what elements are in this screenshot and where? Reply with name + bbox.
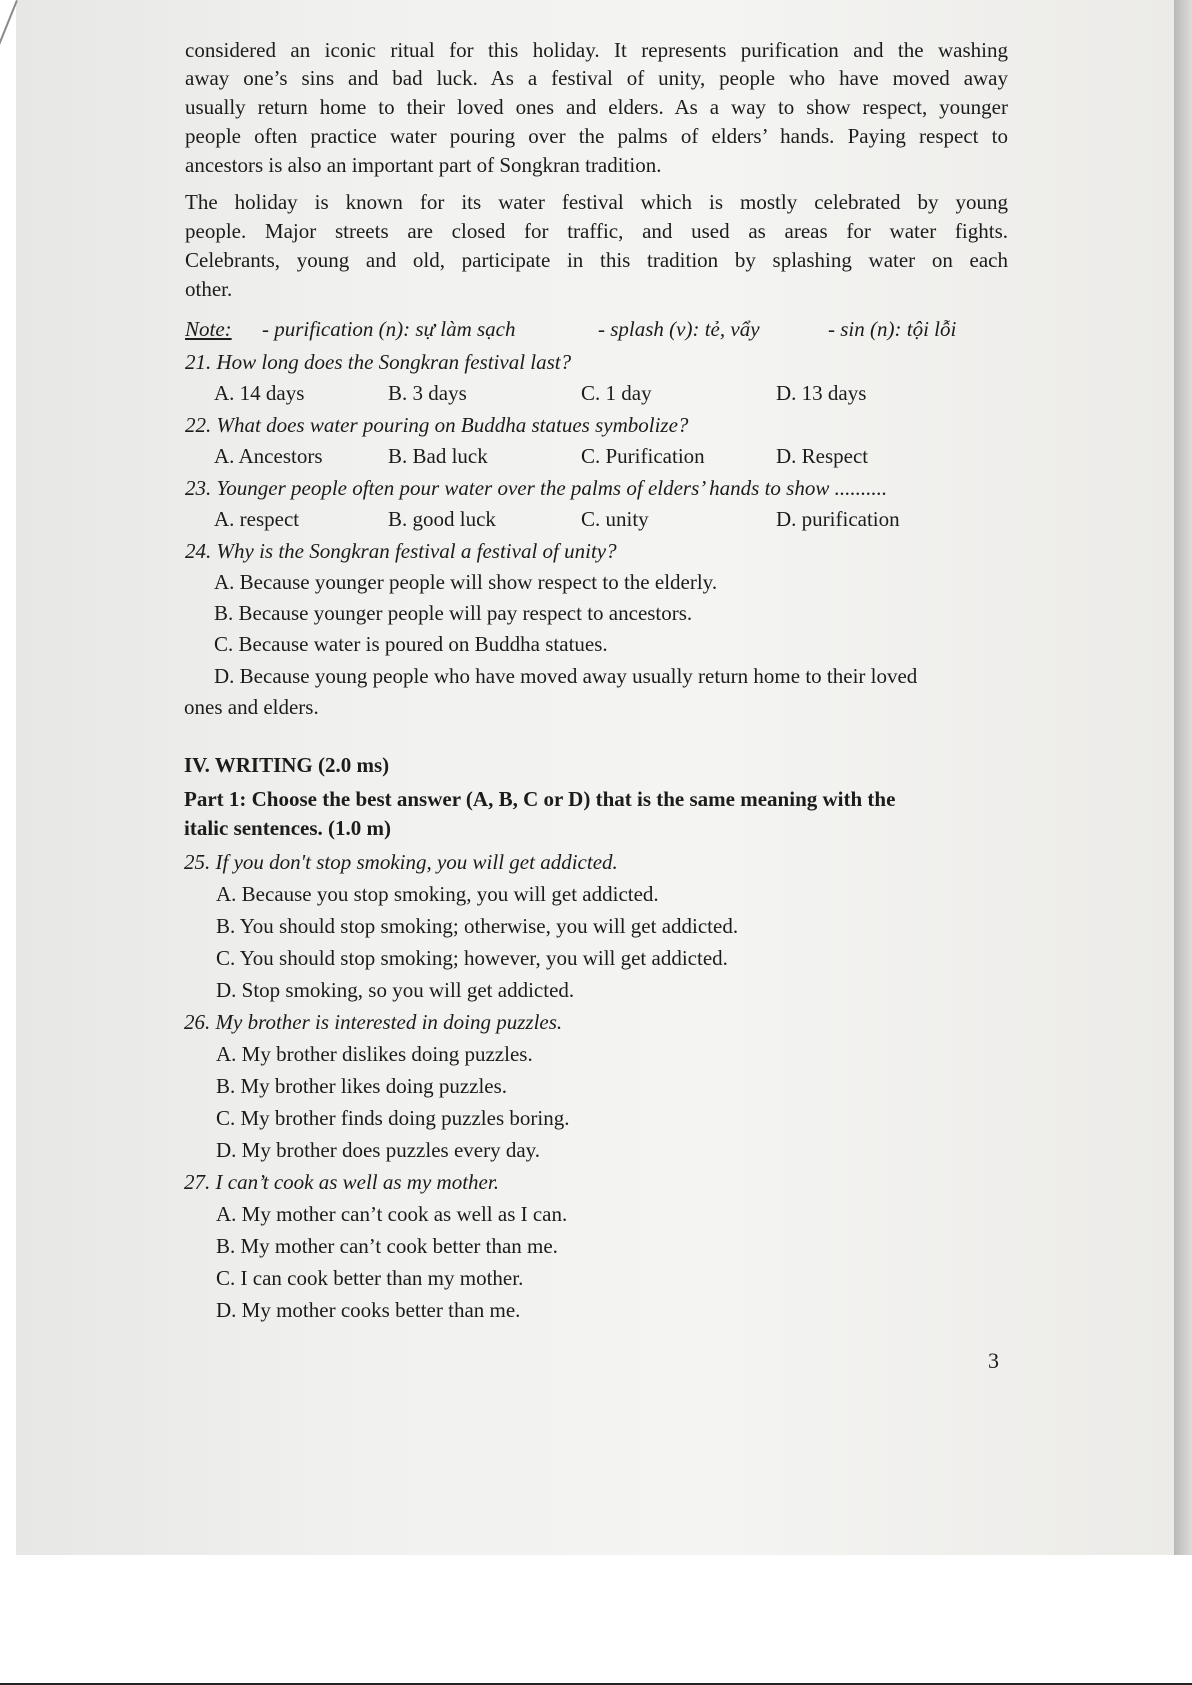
page-edge-shadow: [1174, 0, 1192, 1555]
note-item: - sin (n): tội lỗi: [828, 317, 957, 341]
answer-option: C. Because water is poured on Buddha statues.: [214, 632, 608, 656]
answer-option: B. 3 days: [388, 381, 467, 405]
question-stem: 21. How long does the Songkran festival last?: [185, 350, 572, 374]
passage-line: considered an iconic ritual for this holiday. It represents purification and the washing: [185, 38, 1008, 62]
answer-option: A. 14 days: [214, 381, 305, 405]
answer-option: B. My mother can’t cook better than me.: [216, 1234, 558, 1258]
answer-option: C. I can cook better than my mother.: [216, 1266, 524, 1290]
passage-line: ancestors is also an important part of Songkran tradition.: [185, 153, 662, 177]
answer-option: C. 1 day: [581, 381, 652, 405]
page-number: 3: [988, 1348, 999, 1373]
passage-line: The holiday is known for its water festival which is mostly celebrated by young: [185, 190, 1008, 214]
answer-option: B. Because younger people will pay respect to ancestors.: [214, 601, 693, 625]
question-stem: 26. My brother is interested in doing puzzles.: [184, 1010, 563, 1034]
answer-option-continued: ones and elders.: [184, 695, 319, 719]
passage-line: people often practice water pouring over the palms of elders’ hands. Paying respect to: [185, 124, 1008, 148]
question-stem: 24. Why is the Songkran festival a festival of unity?: [185, 539, 617, 563]
answer-option: A. Because younger people will show respect to the elderly.: [214, 570, 718, 594]
question-stem: 27. I can’t cook as well as my mother.: [184, 1170, 499, 1194]
passage-line: people. Major streets are closed for traffic, and used as areas for water fights.: [185, 219, 1008, 243]
answer-option: D. 13 days: [776, 381, 867, 405]
passage-line: away one’s sins and bad luck. As a festival of unity, people who have moved away: [185, 66, 1008, 90]
note-item: - purification (n): sự làm sạch: [262, 317, 516, 341]
passage-line: usually return home to their loved ones and elders. As a way to show respect, younger: [185, 95, 1008, 119]
answer-option: B. My brother likes doing puzzles.: [216, 1074, 508, 1098]
answer-option: D. My mother cooks better than me.: [216, 1298, 521, 1322]
answer-option: D. purification: [776, 507, 900, 531]
question-stem: 22. What does water pouring on Buddha statues symbolize?: [185, 413, 689, 437]
passage-line: other.: [185, 277, 233, 301]
answer-option: B. You should stop smoking; otherwise, you will get addicted.: [216, 914, 739, 938]
answer-option: A. Because you stop smoking, you will get addicted.: [216, 882, 659, 906]
answer-option: B. good luck: [388, 507, 496, 531]
answer-option: C. You should stop smoking; however, you will get addicted.: [216, 946, 728, 970]
answer-option: D. Stop smoking, so you will get addicted.: [216, 978, 575, 1002]
answer-option: D. Because young people who have moved away usually return home to their loved: [214, 664, 918, 688]
answer-option: D. Respect: [776, 444, 869, 468]
answer-option: C. Purification: [581, 444, 705, 468]
answer-option: A. My mother can’t cook as well as I can.: [216, 1202, 568, 1226]
answer-option: D. My brother does puzzles every day.: [216, 1138, 541, 1162]
answer-option: A. My brother dislikes doing puzzles.: [216, 1042, 533, 1066]
question-stem: 23. Younger people often pour water over the palms of elders’ hands to show ..........: [185, 476, 888, 500]
answer-option: A. respect: [214, 507, 300, 531]
passage-line: Celebrants, young and old, participate in this tradition by splashing water on each: [185, 248, 1008, 272]
question-stem: 25. If you don't stop smoking, you will get addicted.: [184, 850, 618, 874]
note-item: - splash (v): tẻ, vẩy: [598, 317, 760, 341]
part-instruction: Part 1: Choose the best answer (A, B, C or D) that is the same meaning with the: [184, 787, 896, 811]
answer-option: C. My brother finds doing puzzles boring.: [216, 1106, 570, 1130]
section-heading: IV. WRITING (2.0 ms): [184, 753, 390, 777]
note-label: Note:: [185, 317, 232, 341]
answer-option: B. Bad luck: [388, 444, 488, 468]
answer-option: C. unity: [581, 507, 649, 531]
answer-option: A. Ancestors: [214, 444, 323, 468]
part-instruction: italic sentences. (1.0 m): [184, 816, 392, 840]
